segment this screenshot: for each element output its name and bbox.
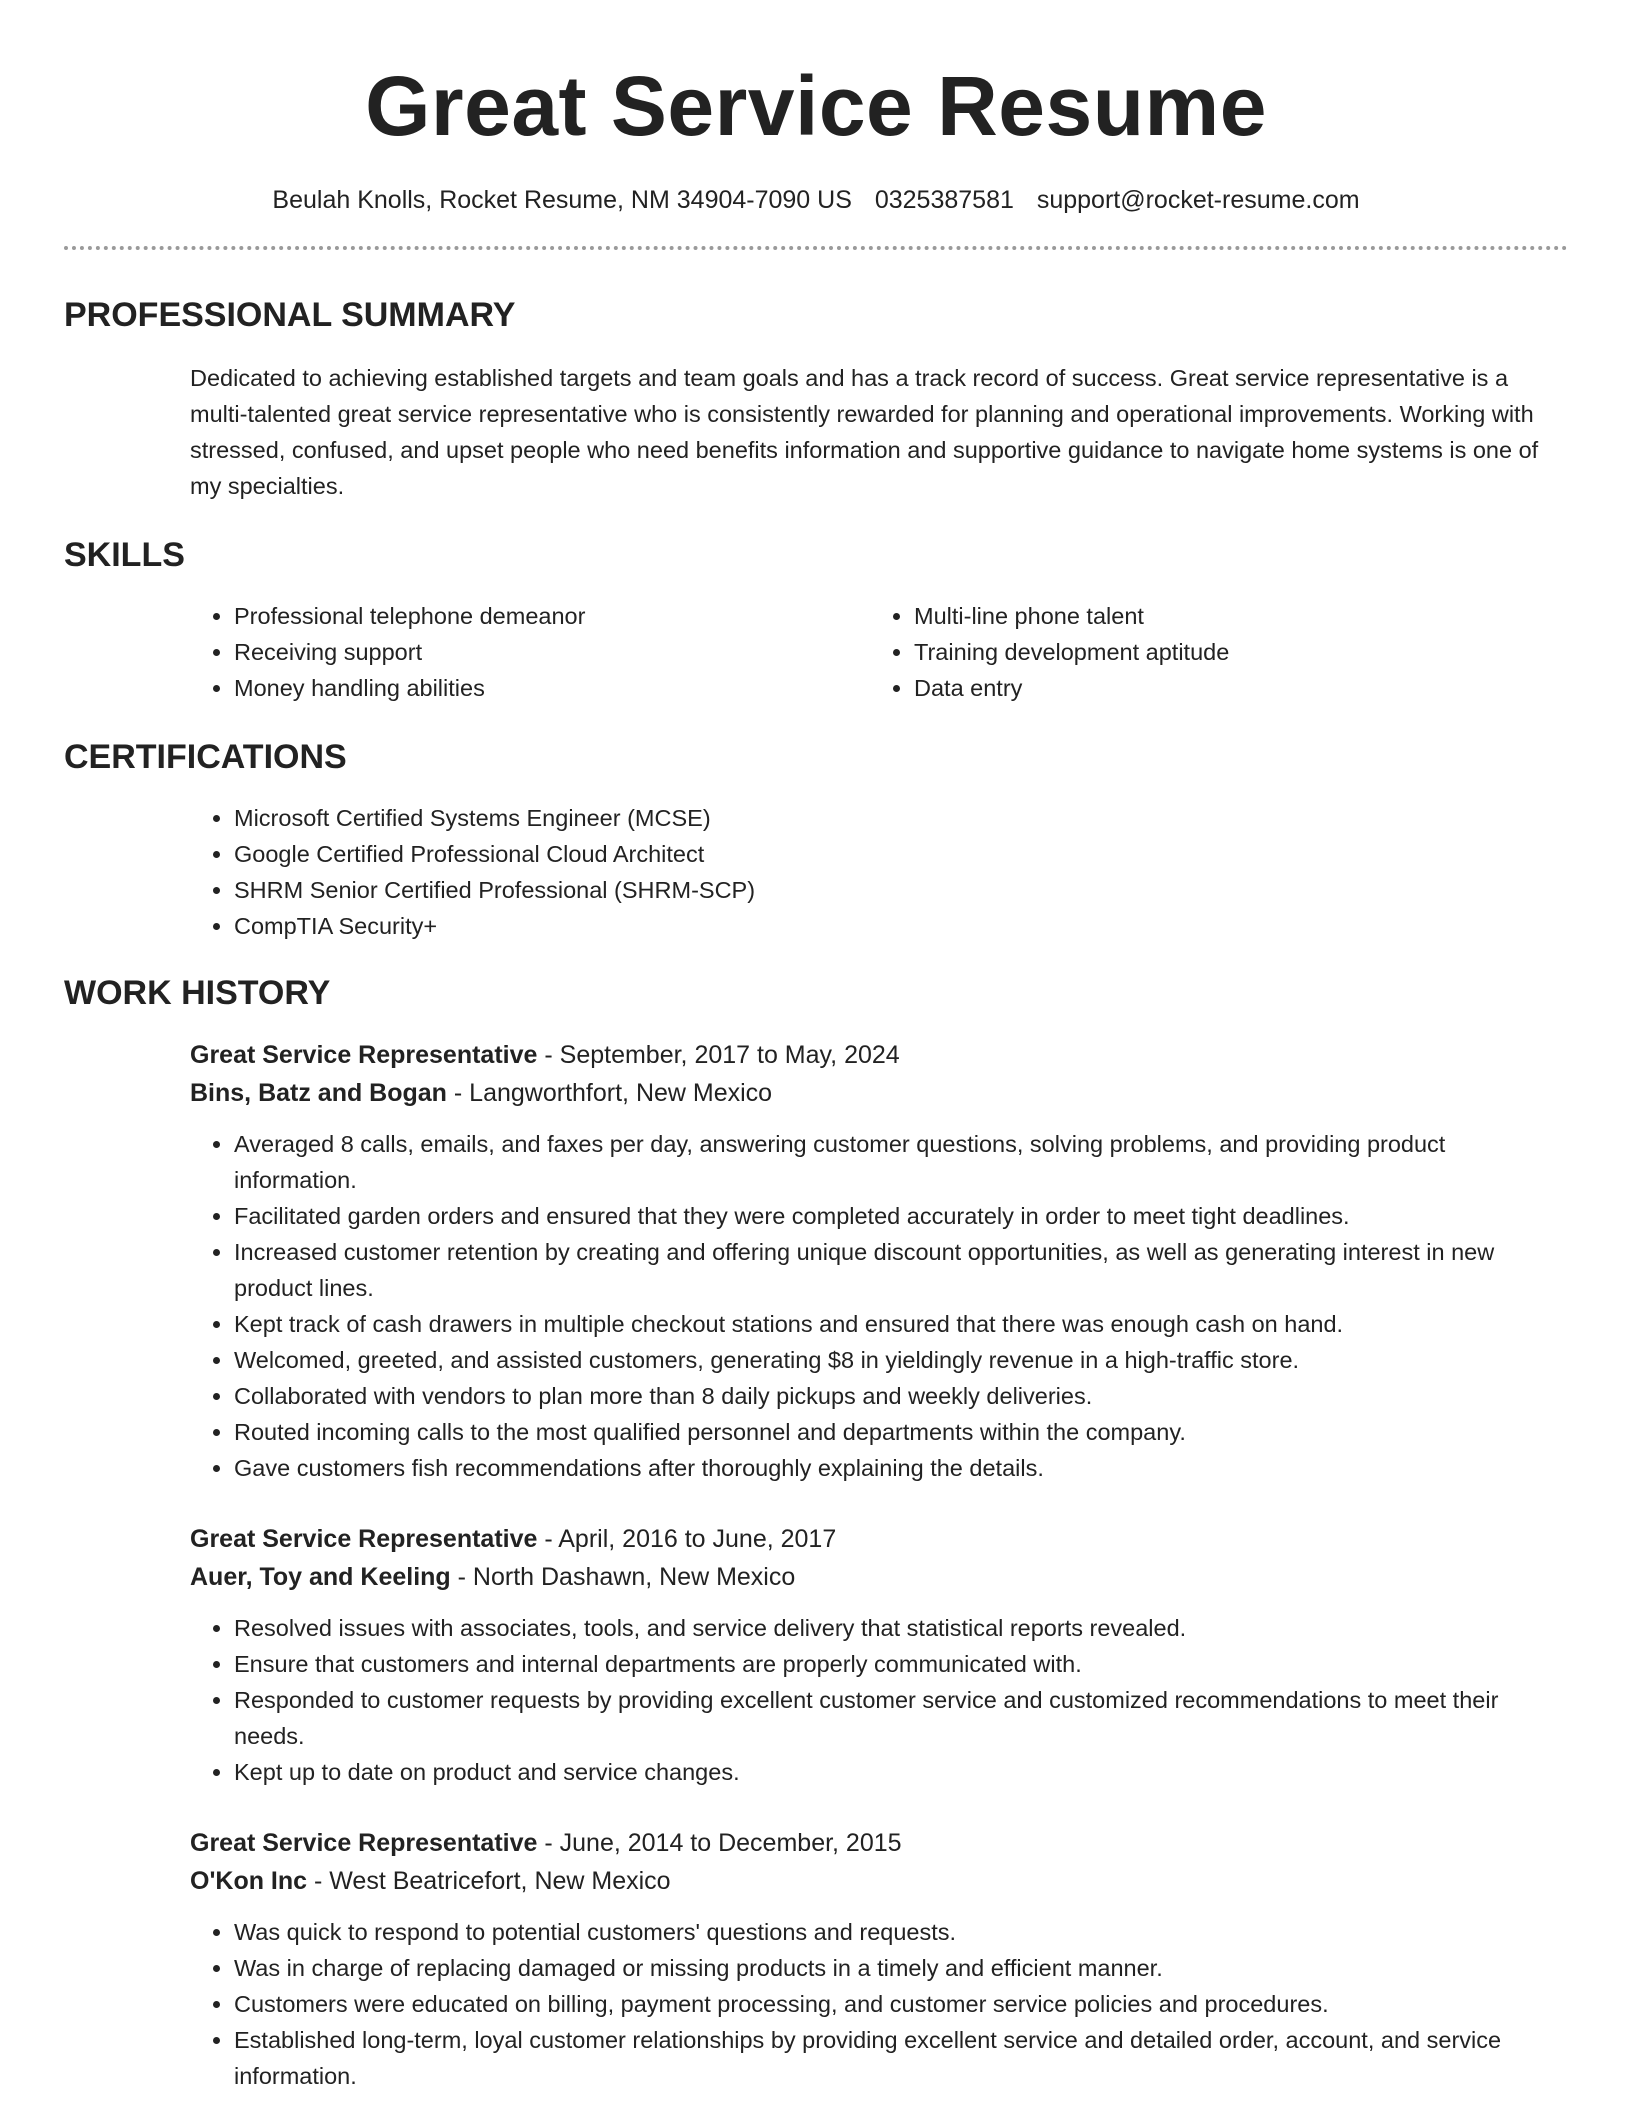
job-bullet: • Collaborated with vendors to plan more than 8 daily pickups and weekly deliveries. — [234, 1378, 1568, 1414]
job-bullet: • Customers were educated on billing, payment processing, and customer service policies and procedures. — [234, 1986, 1568, 2022]
skill-item: • Training development aptitude — [914, 634, 1550, 670]
job-entry — [190, 1036, 1568, 1486]
job-title: Great Service Representative — [190, 1525, 538, 1553]
skill-item: • Receiving support — [234, 634, 870, 670]
certifications-list — [190, 800, 1568, 944]
job-bullet: • Increased customer retention by creating and offering unique discount opportunities, as well as generating interest in new product lines. — [234, 1234, 1568, 1306]
resume-title: Great Service Resume — [365, 59, 1267, 153]
job-bullet: • Kept up to date on product and service changes. — [234, 1754, 1568, 1790]
summary-section — [64, 294, 1568, 504]
skills-right-column — [870, 598, 1550, 706]
job-dates: - April, 2016 to June, 2017 — [537, 1525, 837, 1553]
job-company: Bins, Batz and Bogan — [190, 1079, 447, 1107]
job-bullet: • Responded to customer requests by providing excellent customer service and customized recommendations to meet their needs. — [234, 1682, 1568, 1754]
job-location: - North Dashawn, New Mexico — [450, 1563, 796, 1591]
job-bullet: • Averaged 8 calls, emails, and faxes per day, answering customer questions, solving problems, and providing product information. — [234, 1126, 1568, 1198]
contact-address: Beulah Knolls, Rocket Resume, NM 34904-7090 US — [272, 186, 852, 214]
contact-phone: 0325387581 — [874, 186, 1014, 214]
job-entry — [190, 1520, 1568, 1790]
job-title: Great Service Representative — [190, 1829, 538, 1857]
skill-item: • Multi-line phone talent — [914, 598, 1550, 634]
job-dates: - September, 2017 to May, 2024 — [537, 1041, 900, 1069]
skills-left-column — [190, 598, 870, 706]
job-title: Great Service Representative — [190, 1041, 538, 1069]
job-bullet: • Was in charge of replacing damaged or missing products in a timely and efficient manner. — [234, 1950, 1568, 1986]
skills-left-list — [190, 598, 870, 706]
contact-email: support@rocket-resume.com — [1036, 186, 1360, 214]
job-bullet: • Ensure that customers and internal departments are properly communicated with. — [234, 1646, 1568, 1682]
certification-item: • CompTIA Security+ — [234, 908, 1568, 944]
job-bullet-list — [190, 1914, 1568, 2094]
job-company-line — [190, 1074, 1568, 1112]
job-title-line — [190, 1036, 1568, 1074]
job-company-line — [190, 1862, 1568, 1900]
job-bullet: • Welcomed, greeted, and assisted customers, generating $8 in yieldingly revenue in a high-traffic store. — [234, 1342, 1568, 1378]
skills-section — [64, 534, 1568, 706]
certification-item: • Google Certified Professional Cloud Architect — [234, 836, 1568, 872]
job-dates: - June, 2014 to December, 2015 — [537, 1829, 902, 1857]
job-company: Auer, Toy and Keeling — [190, 1563, 451, 1591]
certification-item: • SHRM Senior Certified Professional (SHRM-SCP) — [234, 872, 1568, 908]
job-company: O'Kon Inc — [190, 1867, 308, 1895]
header-divider — [64, 246, 1568, 250]
summary-text: Dedicated to achieving established targets and team goals and has a track record of success. Great service representative is a multi-talented great service representative who is consistently rewarded for planning and operational improvements. Working with stressed, confused, and upset people who need benefits information and supportive guidance to navigate home systems is one of my specialties. — [190, 365, 1539, 499]
job-bullet: • Established long-term, loyal customer relationships by providing excellent service and detailed order, account, and service information. — [234, 2022, 1568, 2094]
job-bullet-list — [190, 1126, 1568, 1486]
certification-item: • Microsoft Certified Systems Engineer (MCSE) — [234, 800, 1568, 836]
job-entry — [190, 1824, 1568, 2094]
certifications-heading: CERTIFICATIONS — [64, 738, 347, 776]
skills-columns — [190, 598, 1568, 706]
job-bullet: • Kept track of cash drawers in multiple checkout stations and ensured that there was enough cash on hand. — [234, 1306, 1568, 1342]
job-bullet: • Routed incoming calls to the most qualified personnel and departments within the company. — [234, 1414, 1568, 1450]
work-history-heading: WORK HISTORY — [64, 974, 331, 1012]
skill-item: • Professional telephone demeanor — [234, 598, 870, 634]
job-bullet-list — [190, 1610, 1568, 1790]
summary-heading: PROFESSIONAL SUMMARY — [64, 296, 516, 334]
job-company-line — [190, 1558, 1568, 1596]
job-location: - West Beatricefort, New Mexico — [307, 1867, 671, 1895]
job-bullet: • Was quick to respond to potential customers' questions and requests. — [234, 1914, 1568, 1950]
skills-heading: SKILLS — [64, 536, 185, 574]
work-history-section — [64, 972, 1568, 2094]
contact-line — [64, 184, 1568, 216]
certifications-section — [64, 736, 1568, 944]
job-bullet: • Gave customers fish recommendations after thoroughly explaining the details. — [234, 1450, 1568, 1486]
skill-item: • Data entry — [914, 670, 1550, 706]
job-location: - Langworthfort, New Mexico — [446, 1079, 773, 1107]
job-title-line — [190, 1520, 1568, 1558]
job-bullet: • Facilitated garden orders and ensured that they were completed accurately in order to meet tight deadlines. — [234, 1198, 1568, 1234]
skill-item: • Money handling abilities — [234, 670, 870, 706]
skills-right-list — [870, 598, 1550, 706]
job-bullet: • Resolved issues with associates, tools, and service delivery that statistical reports revealed. — [234, 1610, 1568, 1646]
job-title-line — [190, 1824, 1568, 1862]
